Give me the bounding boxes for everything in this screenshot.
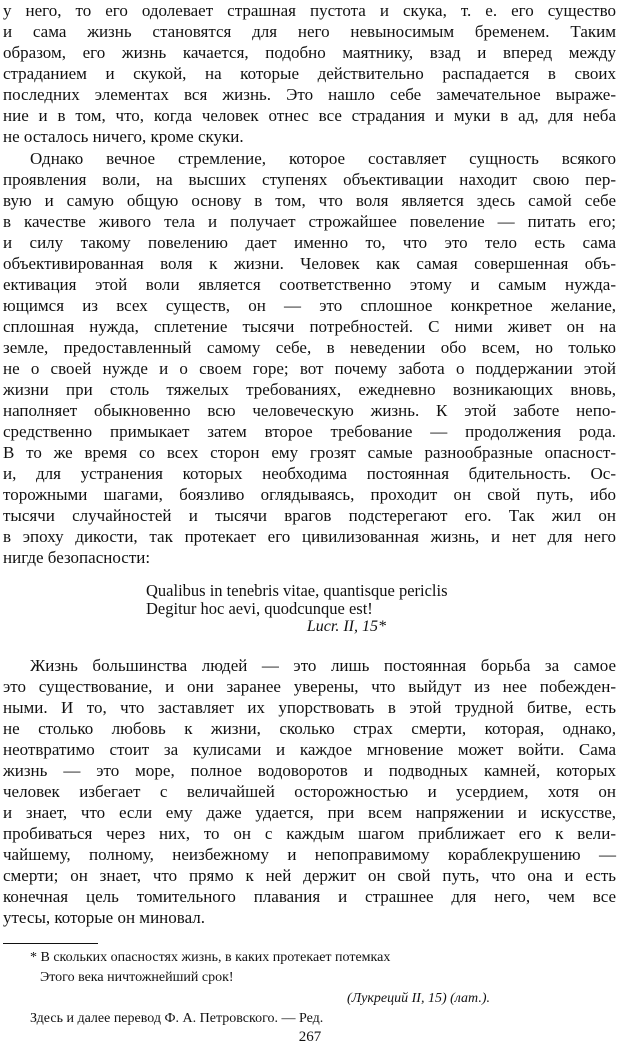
footnote-source: (Лукреций II, 15) (лат.). (347, 991, 490, 1006)
text-line: не столько любовь к жизни, сколько страх смерти, которая, однако, (3, 719, 616, 738)
text-line: ными. И то, что заставляет их упорствовать в этой трудной битве, есть (3, 698, 616, 717)
epigraph-line: Degitur hoc aevi, quodcunque est! (146, 599, 373, 618)
text-line: смерти; он знает, что прямо к ней держит он свой путь, что она и есть (3, 866, 616, 885)
text-line: В то же время со всех сторон ему грозят самые разнообразные опасност- (3, 443, 616, 462)
text-line: и сама жизнь становятся для него невыносимым бременем. Таким (3, 22, 616, 41)
text-line: объективированная воля к жизни. Человек как самая совершенная объ- (3, 254, 616, 273)
text-line: вую и самую общую основу в том, что воля является здесь самой себе (3, 191, 616, 210)
text-line: жизнь — это море, полное водоворотов и подводных камней, которых (3, 761, 616, 780)
text-line: проявления воли, на высших ступенях объективации находит свою пер- (3, 170, 616, 189)
footnote-line: Этого века ничтожнейший срок! (40, 970, 234, 985)
text-line: в качестве живого тела и получает строжайшее повеление — питать его; (3, 212, 616, 231)
text-line: и силу такому повелению дает именно то, что это тело есть сама (3, 233, 616, 252)
text-line: и знает, что если ему даже удается, при всем напряжении и искусстве, (3, 803, 616, 822)
text-line: ющимся из всех существ, он — это сплошное конкретное желание, (3, 296, 616, 315)
page-number: 267 (298, 1029, 322, 1045)
epigraph-line: Qualibus in tenebris vitae, quantisque periclis (146, 581, 448, 600)
text-line: торожными шагами, боязливо оглядываясь, проходит он свой путь, ибо (3, 485, 616, 504)
text-line: жизни при столь тяжелых требованиях, ежедневно возникающих вновь, (3, 380, 616, 399)
text-line: человек избегает с величайшей осторожностью и усердием, хотя он (3, 782, 616, 801)
text-line: нигде безопасности: (3, 548, 151, 567)
text-line: ективация этой воли является соответственно этому и самым нужда- (3, 275, 616, 294)
text-line: Жизнь большинства людей — это лишь постоянная борьба за самое (30, 656, 616, 675)
text-line: сплошная нужда, сплетение тысячи потребностей. С ними живет он на (3, 317, 616, 336)
text-line: в эпоху дикости, так протекает его цивилизованная жизнь, и нет для него (3, 527, 616, 546)
text-line: страданием и скукой, на которые действительно распадается в своих (3, 64, 616, 83)
text-line: конечная цель томительного плавания и страшнее для него, чем все (3, 887, 616, 906)
text-line: неотвратимо стоит за кулисами и каждое мгновение может войти. Сама (3, 740, 616, 759)
text-line: пробиваться через них, то он с каждым шагом приближает его к вели- (3, 824, 616, 843)
text-line: Однако вечное стремление, которое составляет сущность всякого (30, 149, 616, 168)
text-line: и, для устранения которых необходима постоянная бдительность. Ос- (3, 464, 616, 483)
text-line: наполняет обыкновенно всю человеческую жизнь. К этой заботе непо- (3, 401, 616, 420)
footnote-note: Здесь и далее перевод Ф. А. Петровского. — Ред. (30, 1011, 324, 1026)
text-line: не осталось ничего, кроме скуки. (3, 127, 244, 146)
text-line: утесы, которые он миновал. (3, 908, 205, 927)
text-line: средственно примыкает затем второе требование — продолжения рода. (3, 422, 616, 441)
text-line: не о своей нужде и о своем горе; вот почему забота о поддержании этой (3, 359, 616, 378)
text-line: образом, его жизнь качается, подобно маятнику, взад и вперед между (3, 43, 616, 62)
footnote-line: * В скольких опасностях жизнь, в каких протекает потемках (30, 950, 391, 965)
text-line: тысячи случайностей и тысячи врагов подстерегают его. Так жил он (3, 506, 616, 525)
epigraph-source: Lucr. II, 15* (306, 618, 386, 635)
text-line: последних элементах вся жизнь. Это нашло себе замечательное выраже- (3, 85, 616, 104)
text-line: это существование, и они заранее уверены, что выйдут из нее побежден- (3, 677, 616, 696)
text-line: земле, предоставленный самому себе, в неведении обо всем, но только (3, 338, 616, 357)
footnote-divider (3, 943, 98, 944)
text-line: чайшему, полному, неизбежному и непоправимому кораблекрушению — (3, 845, 616, 864)
text-line: у него, то его одолевает страшная пустота и скука, т. е. его существо (3, 1, 616, 20)
text-line: ние и в том, что, когда человек отнес все страдания и муки в ад, для неба (3, 106, 616, 125)
